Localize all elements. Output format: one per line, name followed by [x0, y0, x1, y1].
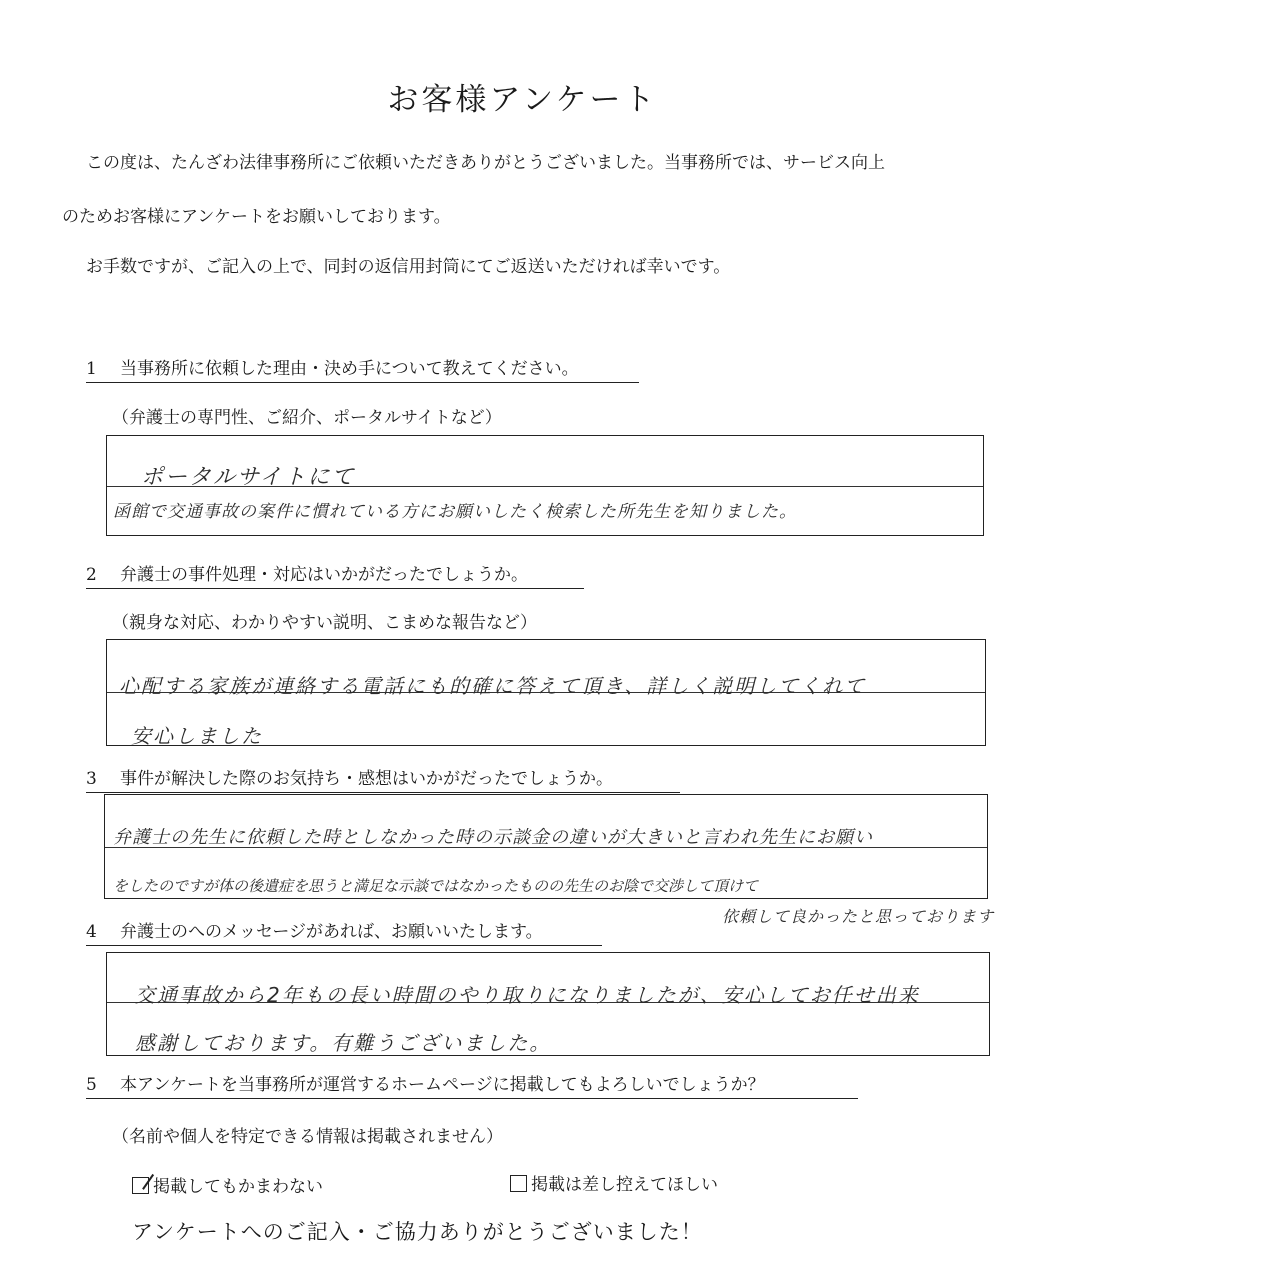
question-1-hint: （弁護士の専門性、ご紹介、ポータルサイトなど） [112, 408, 502, 428]
question-number: 1 [86, 359, 97, 379]
question-text: 本アンケートを当事務所が運営するホームページに掲載してもよろしいでしょうか？ [120, 1075, 765, 1095]
handwritten-answer-line: 心配する家族が連絡する電話にも的確に答えて頂き、詳しく説明してくれて [119, 674, 867, 698]
handwritten-answer-line: をしたのですが体の後遺症を思うと満足な示談ではなかったものの先生のお陰で交渉して頂けて [113, 877, 759, 895]
question-5 [86, 1070, 858, 1099]
question-5-hint: （名前や個人を特定できる情報は掲載されません） [112, 1127, 503, 1147]
answer-box-1[interactable] [106, 435, 984, 536]
question-4 [86, 917, 602, 946]
question-text: 当事務所に依頼した理由・決め手について教えてください。 [120, 359, 579, 379]
handwritten-answer-line: 弁護士の先生に依頼した時としなかった時の示談金の違いが大きいと言われ先生にお願い [113, 827, 873, 848]
handwritten-answer-line: 依頼して良かったと思っております [722, 907, 995, 926]
handwritten-answer-line: ポータルサイトにて [141, 465, 356, 490]
handwritten-answer-line: 感謝しております。有難うございました。 [135, 1031, 552, 1055]
handwritten-answer-line: 安心しました [131, 724, 263, 748]
intro-line-1: この度は、たんざわ法律事務所にご依頼いただきありがとうございました。当事務所では、サービス向上 [86, 153, 885, 173]
answer-box-2[interactable] [106, 639, 986, 746]
option-decline-label: 掲載は差し控えてほしい [531, 1175, 718, 1195]
question-number: 3 [86, 769, 97, 789]
question-number: 5 [86, 1075, 97, 1095]
checkbox-checked-icon[interactable] [132, 1177, 149, 1194]
question-text: 弁護士の事件処理・対応はいかがだったでしょうか。 [120, 565, 528, 585]
closing-message: アンケートへのご記入・ご協力ありがとうございました！ [132, 1220, 703, 1244]
question-2 [86, 560, 584, 589]
answer-box-3[interactable] [104, 794, 988, 899]
question-3 [86, 764, 680, 793]
answer-box-4[interactable] [106, 952, 990, 1056]
handwritten-answer-line: 函館で交通事故の案件に慣れている方にお願いしたく検索した所先生を知りました。 [113, 502, 797, 522]
option-agree-label: 掲載してもかまわない [153, 1177, 323, 1197]
question-text: 弁護士のへのメッセージがあれば、お願いいたします。 [120, 922, 543, 942]
intro-line-2: のためお客様にアンケートをお願いしております。 [62, 207, 451, 227]
option-agree[interactable] [132, 1172, 323, 1197]
question-number: 2 [86, 565, 97, 585]
question-1 [86, 354, 639, 383]
checkbox-empty-icon[interactable] [510, 1175, 527, 1192]
question-2-hint: （親身な対応、わかりやすい説明、こまめな報告など） [112, 613, 537, 633]
question-number: 4 [86, 922, 97, 942]
page-title: お客様アンケート [387, 82, 658, 118]
intro-line-3: お手数ですが、ご記入の上で、同封の返信用封筒にてご返送いただければ幸いです。 [86, 257, 731, 277]
option-decline[interactable] [510, 1170, 718, 1195]
question-text: 事件が解決した際のお気持ち・感想はいかがだったでしょうか。 [120, 769, 613, 789]
handwritten-answer-line: 交通事故から2年もの長い時間のやり取りになりましたが、安心してお任せ出来 [135, 983, 920, 1007]
